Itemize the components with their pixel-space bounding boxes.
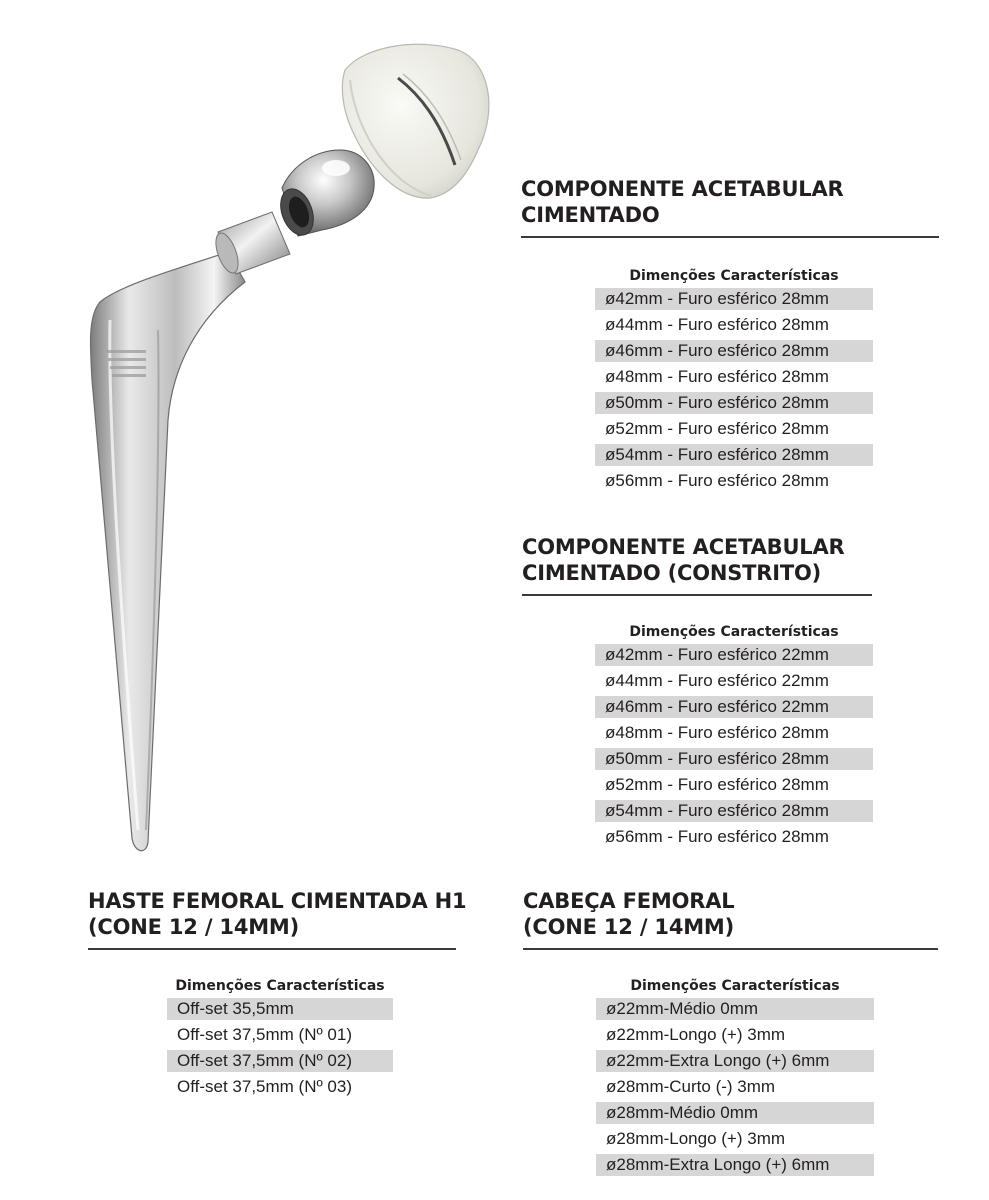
heading-line-2: (CONE 12 / 14MM) — [523, 915, 735, 939]
table-row: ø28mm-Curto (-) 3mm — [606, 1077, 776, 1096]
table-row: ø54mm - Furo esférico 28mm — [595, 444, 873, 470]
divider — [522, 594, 872, 596]
section-heading — [523, 888, 938, 940]
heading-line-1: COMPONENTE ACETABULAR — [522, 535, 845, 559]
table-row: Off-set 37,5mm (Nº 01) — [177, 1025, 352, 1044]
section-heading — [88, 888, 467, 940]
table-row: ø42mm - Furo esférico 22mm — [595, 644, 873, 670]
table-row: ø56mm - Furo esférico 28mm — [605, 827, 829, 846]
table-row: ø44mm - Furo esférico 28mm — [605, 315, 829, 334]
table-row: ø28mm-Longo (+) 3mm — [606, 1129, 786, 1148]
table-row: ø48mm - Furo esférico 28mm — [605, 723, 829, 742]
heading-line-1: COMPONENTE ACETABULAR — [521, 177, 844, 201]
hip-prosthesis-illustration — [0, 0, 500, 870]
table-row: Off-set 37,5mm (Nº 03) — [177, 1077, 352, 1096]
table-row: ø46mm - Furo esférico 22mm — [595, 696, 873, 722]
table-row: ø28mm-Médio 0mm — [596, 1102, 874, 1128]
heading-line-2: CIMENTADO — [521, 203, 660, 227]
section-heading — [521, 176, 939, 228]
section-acetabular-constrained — [522, 534, 872, 596]
table-row: Off-set 35,5mm — [167, 998, 393, 1024]
divider — [521, 236, 939, 238]
table-row: ø22mm-Médio 0mm — [596, 998, 874, 1024]
spec-title: Dimenções Características — [629, 624, 839, 640]
section-heading — [522, 534, 872, 586]
table-row: ø50mm - Furo esférico 28mm — [595, 392, 873, 418]
section-acetabular-cemented — [521, 176, 939, 238]
table-row: ø56mm - Furo esférico 28mm — [605, 471, 829, 490]
table-row: ø54mm - Furo esférico 28mm — [595, 800, 873, 826]
heading-line-1: HASTE FEMORAL CIMENTADA H1 — [88, 889, 467, 913]
table-row: ø22mm-Extra Longo (+) 6mm — [596, 1050, 874, 1076]
femoral-head-icon — [275, 150, 374, 240]
spec-title: Dimenções Características — [175, 978, 385, 994]
table-row: ø52mm - Furo esférico 28mm — [605, 775, 829, 794]
spec-table-acetabular-cemented — [595, 264, 873, 496]
table-row: ø46mm - Furo esférico 28mm — [595, 340, 873, 366]
taper-cone-icon — [211, 212, 290, 276]
divider — [88, 948, 456, 950]
table-row: ø44mm - Furo esférico 22mm — [605, 671, 829, 690]
femoral-stem-icon — [90, 252, 245, 851]
heading-line-2: CIMENTADO (CONSTRITO) — [522, 561, 822, 585]
spec-table-femoral-head — [596, 974, 874, 1180]
spec-title: Dimenções Características — [629, 268, 839, 284]
table-row: ø28mm-Extra Longo (+) 6mm — [596, 1154, 874, 1180]
heading-line-1: CABEÇA FEMORAL — [523, 889, 735, 913]
section-femoral-head — [523, 888, 938, 950]
table-row: ø50mm - Furo esférico 28mm — [595, 748, 873, 774]
spec-title: Dimenções Características — [630, 978, 840, 994]
table-row: ø42mm - Furo esférico 28mm — [595, 288, 873, 314]
heading-line-2: (CONE 12 / 14MM) — [88, 915, 300, 939]
table-row: ø52mm - Furo esférico 28mm — [605, 419, 829, 438]
divider — [523, 948, 938, 950]
table-row: ø22mm-Longo (+) 3mm — [606, 1025, 786, 1044]
table-row: Off-set 37,5mm (Nº 02) — [167, 1050, 393, 1076]
table-row: ø48mm - Furo esférico 28mm — [605, 367, 829, 386]
spec-table-acetabular-constrained — [595, 620, 873, 852]
spec-table-femoral-stem — [167, 974, 393, 1102]
section-femoral-stem — [88, 888, 467, 950]
